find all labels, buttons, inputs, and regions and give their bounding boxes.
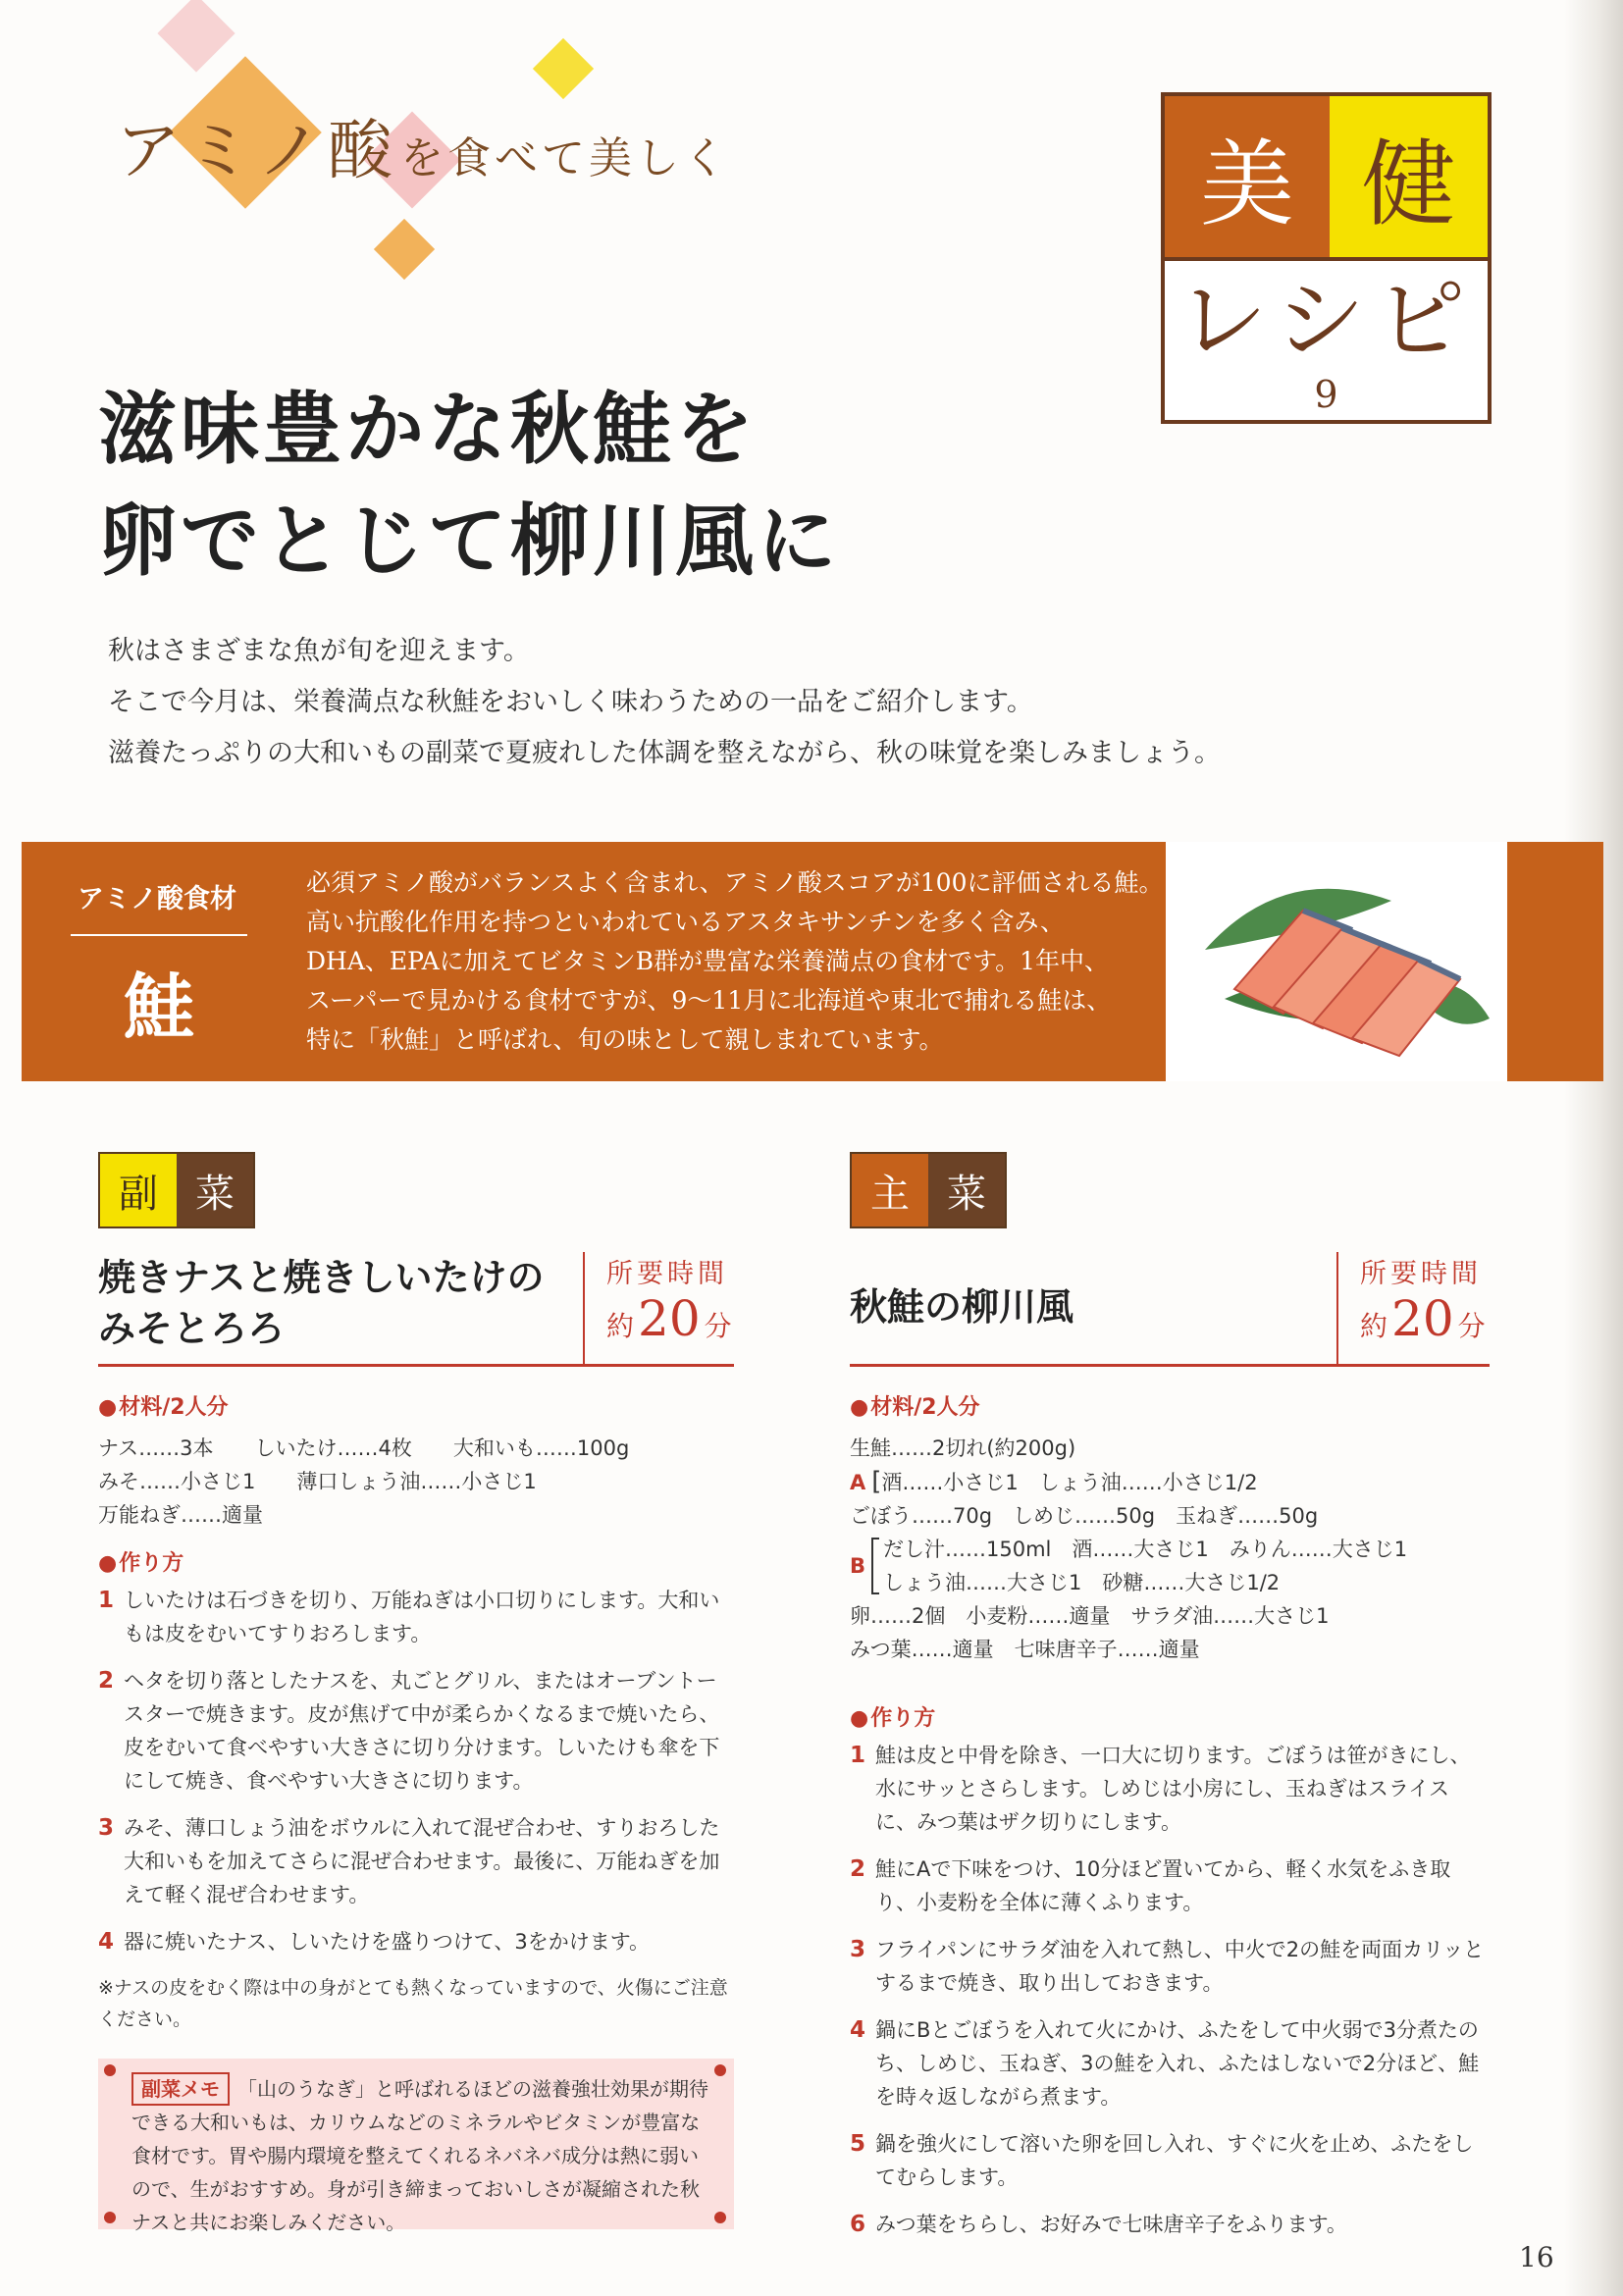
main-steps (850, 1739, 1490, 2255)
main-step (850, 1933, 1490, 2000)
main-tag-1: 主 (852, 1154, 928, 1226)
ingredient-description (306, 863, 1189, 1060)
side-materials-list (98, 1432, 734, 1532)
memo-dot (714, 2064, 726, 2076)
step-text: 鮭にAで下味をつけ、10分ほど置いてから、軽く水気をふき取り、小麦粉を全体に薄くふります。 (875, 1857, 1451, 1914)
step-number: 1 (98, 1588, 115, 1613)
step-text: ヘタを切り落としたナスを、丸ごとグリル、またはオーブントースターで焼きます。皮が焦げて中が柔らかくなるまで焼いたら、皮をむいて食べやすい大きさに切り分けます。しいたけも傘を下にして焼き、食べやすい大きさに切ります。 (124, 1669, 720, 1793)
side-step (98, 1584, 734, 1650)
b-label: B (850, 1554, 866, 1578)
side-title-line-2: みそとろろ (98, 1307, 286, 1350)
memo-dot (104, 2212, 116, 2223)
step-number: 2 (850, 1856, 866, 1882)
main-material-line: 生鮭……2切れ(約200g) (850, 1436, 1076, 1460)
side-materials-heading: ● 材料/2人分 (98, 1390, 229, 1421)
main-step (850, 1739, 1490, 1839)
step-number: 1 (850, 1743, 866, 1768)
main-material-line: ごぼう……70g しめじ……50g 玉ねぎ……50g (850, 1504, 1319, 1528)
main-dish-tag (850, 1152, 1007, 1228)
header-catchphrase (116, 98, 730, 191)
side-time-box (583, 1252, 732, 1364)
intro-line: そこで今月は、栄養満点な秋鮭をおいしく味わうための一品をご紹介します。 (108, 687, 1033, 717)
catchphrase-big: アミノ酸 (116, 113, 398, 188)
side-tag-1: 副 (100, 1154, 177, 1226)
main-dish-title: 秋鮭の柳川風 (850, 1285, 1074, 1329)
side-step (98, 1811, 734, 1911)
step-number: 2 (98, 1668, 115, 1694)
ingredient-desc-line: 必須アミノ酸がバランスよく含まれ、アミノ酸スコアが100に評価される鮭。 (306, 868, 1164, 897)
b-line: しょう油……大さじ1 砂糖……大さじ1/2 (883, 1571, 1281, 1594)
main-material-line: 卵……2個 小麦粉……適量 サラダ油……大さじ1 (850, 1604, 1330, 1628)
deco-diamond-yellow (533, 38, 594, 99)
intro-text (108, 626, 1221, 779)
side-memo-box (98, 2059, 734, 2234)
badge-recipe-label: レシピ (1177, 268, 1476, 373)
side-time-num: 20 (638, 1290, 701, 1347)
page-title (98, 373, 840, 597)
main-material-line: みつ葉……適量 七味唐辛子……適量 (850, 1638, 1200, 1661)
ingredient-divider (71, 934, 247, 936)
page-gutter (1564, 0, 1623, 2296)
side-note: ※ナスの皮をむく際は中の身がとても熱くなっていますので、火傷にご注意ください。 (98, 1977, 728, 2030)
side-time-pre: 約 (606, 1310, 635, 1342)
page-number: 16 (1519, 2241, 1554, 2273)
badge-kanji-bi: 美 (1165, 96, 1330, 257)
salmon-icon (1166, 842, 1507, 1081)
memo-dot (104, 2064, 116, 2076)
a-label: A (850, 1471, 866, 1494)
badge-recipe-number: 9 (1314, 373, 1338, 416)
intro-line: 秋はさまざまな魚が旬を迎えます。 (108, 636, 530, 666)
main-step (850, 1852, 1490, 1919)
step-text: みそ、薄口しょう油をボウルに入れて混ぜ合わせ、すりおろした大和いもを加えてさらに混ぜ合わせます。最後に、万能ねぎを加えて軽く混ぜ合わせます。 (124, 1816, 720, 1906)
side-dish-title (98, 1252, 544, 1354)
ingredient-desc-line: DHA、EPAに加えてビタミンB群が豊富な栄養満点の食材です。1年中、 (306, 947, 1110, 975)
side-step (98, 1925, 734, 1958)
b-lines (883, 1533, 1407, 1599)
step-number: 3 (850, 1937, 866, 1962)
main-materials-list (850, 1432, 1490, 1666)
main-time-value (1360, 1290, 1486, 1347)
main-step (850, 2208, 1490, 2241)
side-time-label: 所要時間 (606, 1259, 728, 1289)
side-time-value (606, 1290, 732, 1347)
a-bracket: [ (871, 1467, 882, 1496)
side-method-heading: ● 作り方 (98, 1546, 183, 1577)
step-text: みつ葉をちらし、お好みで七味唐辛子をふります。 (875, 2213, 1347, 2236)
memo-dot (714, 2212, 726, 2223)
step-number: 3 (98, 1815, 115, 1841)
b-line: だし汁……150ml 酒……大さじ1 みりん……大さじ1 (883, 1538, 1408, 1561)
side-material-line: 万能ねぎ……適量 (98, 1503, 263, 1527)
main-tag-2: 菜 (928, 1154, 1005, 1226)
a-line: 酒……小さじ1 しょう油……小さじ1/2 (881, 1471, 1258, 1494)
main-step (850, 2127, 1490, 2194)
side-time-unit: 分 (704, 1310, 732, 1342)
side-material-line: みそ……小さじ1 薄口しょう油……小さじ1 (98, 1470, 537, 1493)
step-text: 器に焼いたナス、しいたけを盛りつけて、3をかけます。 (124, 1930, 651, 1954)
step-text: 鍋にBとごぼうを入れて火にかけ、ふたをして中火弱で3分煮たのち、しめじ、玉ねぎ、3の鮭を入れ、ふたはしないで2分ほど、鮭を時々返しながら煮ます。 (875, 2018, 1480, 2109)
step-text: 鍋を強火にして溶いた卵を回し入れ、すぐに火を止め、ふたをしてむらします。 (875, 2132, 1474, 2189)
main-material-a (850, 1465, 1490, 1499)
ingredient-desc-line: スーパーで見かける食材ですが、9～11月に北海道や東北で捕れる鮭は、 (306, 986, 1112, 1015)
catchphrase-small: を食べて美しく (400, 133, 730, 183)
main-time-num: 20 (1391, 1290, 1454, 1347)
b-bracket (871, 1538, 879, 1594)
deco-diamond-pink-top (157, 0, 235, 73)
badge-kanji-ken: 健 (1330, 96, 1488, 257)
step-number: 4 (850, 2017, 866, 2043)
main-step (850, 2013, 1490, 2113)
side-dish-tag (98, 1152, 255, 1228)
title-line-2: 卵でとじて柳川風に (98, 495, 840, 587)
memo-text: 「山のうなぎ」と呼ばれるほどの滋養強壮効果が期待できる大和いもは、カリウムなどのミネラルやビタミンが豊富な食材です。胃や腸内環境を整えてくれるネバネバ成分は熱に弱いので、生がおすすめ。身が引き締まっておいしさが凝縮された秋ナスと共にお楽しみください。 (131, 2077, 708, 2234)
step-text: しいたけは石づきを切り、万能ねぎは小口切りにします。大和いもは皮をむいてすりおろします。 (124, 1589, 720, 1645)
main-title-underline (850, 1364, 1490, 1367)
deco-diamond-orange-small (374, 219, 435, 280)
step-text: 鮭は皮と中骨を除き、一口大に切ります。ごぼうは笹がきにし、水にサッとさらします。しめじは小房にし、玉ねぎはスライスに、みつ葉はザク切りにします。 (875, 1744, 1471, 1834)
side-title-line-1: 焼きナスと焼きしいたけの (98, 1256, 545, 1299)
step-number: 6 (850, 2212, 866, 2237)
main-time-label: 所要時間 (1360, 1259, 1482, 1289)
main-time-pre: 約 (1360, 1310, 1388, 1342)
ingredient-name: 鮭 (123, 965, 194, 1048)
main-time-unit: 分 (1457, 1310, 1486, 1342)
intro-line: 滋養たっぷりの大和いもの副菜で夏疲れした体調を整えながら、秋の味覚を楽しみましょう。 (108, 738, 1221, 768)
title-line-1: 滋味豊かな秋鮭を (98, 383, 758, 475)
salmon-illustration (1166, 842, 1507, 1081)
step-number: 5 (850, 2131, 866, 2157)
step-text: フライパンにサラダ油を入れて熱し、中火で2の鮭を両面カリッとするまで焼き、取り出しておきます。 (875, 1938, 1485, 1995)
ingredient-desc-line: 高い抗酸化作用を持つといわれているアスタキサンチンを多く含み、 (306, 908, 1066, 936)
side-material-line: ナス……3本 しいたけ……4枚 大和いも……100g (98, 1436, 630, 1460)
ingredient-label: アミノ酸食材 (78, 884, 236, 914)
main-method-heading: ● 作り方 (850, 1701, 935, 1732)
ingredient-band (22, 842, 1603, 1081)
memo-label: 副菜メモ (131, 2072, 230, 2106)
ingredient-desc-line: 特に「秋鮭」と呼ばれ、旬の味として親しまれています。 (306, 1025, 944, 1054)
side-step (98, 1664, 734, 1798)
recipe-badge (1161, 92, 1492, 424)
step-number: 4 (98, 1929, 115, 1955)
side-tag-2: 菜 (177, 1154, 253, 1226)
main-material-b (850, 1533, 1490, 1599)
main-materials-heading: ● 材料/2人分 (850, 1390, 980, 1421)
side-steps (98, 1584, 734, 1972)
main-time-box (1336, 1252, 1486, 1364)
side-title-underline (98, 1364, 734, 1367)
